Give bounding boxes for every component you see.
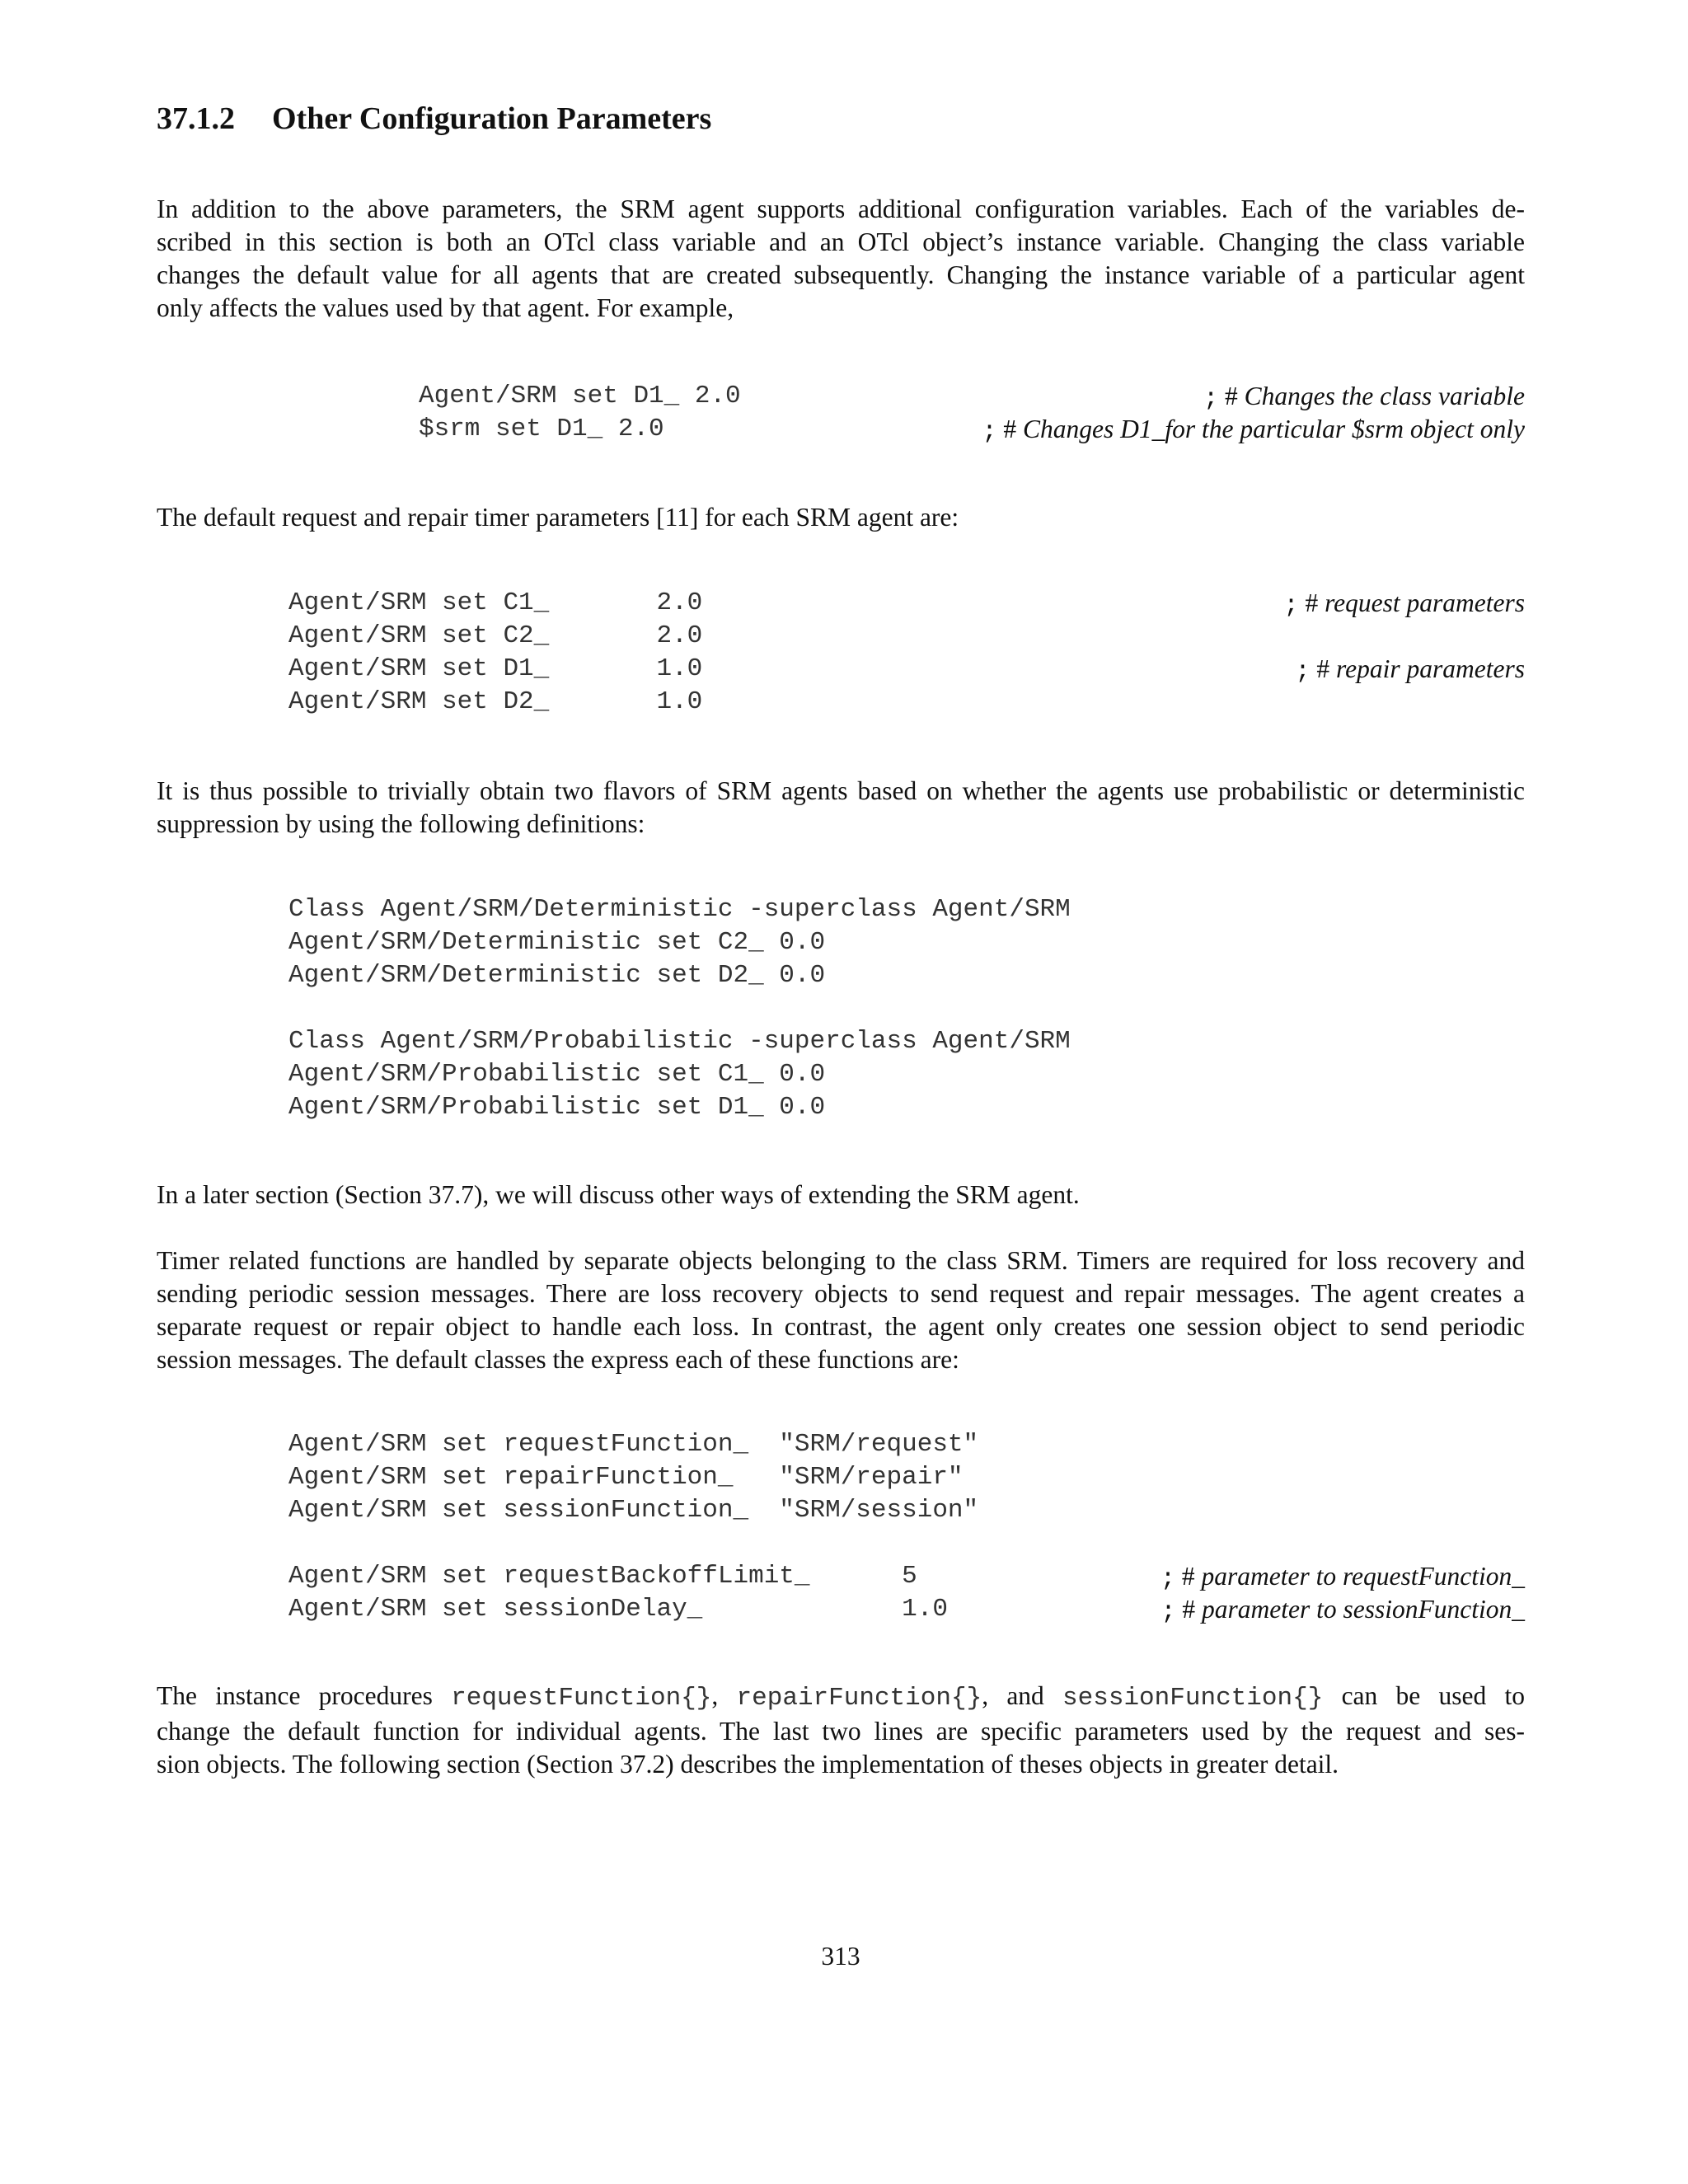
section-title: Other Configuration Parameters <box>272 101 712 136</box>
closing-line-1: The instance procedures requestFunction{}, repairFunction{}, and sessionFunction{} can be used to <box>157 1681 1526 1713</box>
closing-line-3: sion objects. The following section (Section 37.2) describes the implementation of theses objects in greater detail. <box>157 1750 1339 1779</box>
code-comment: ; # parameter to sessionFunction_ <box>1160 1595 1525 1626</box>
code-line: Agent/SRM set sessionDelay_ 1.0 <box>288 1595 948 1624</box>
inline-code: requestFunction{} <box>451 1684 712 1713</box>
code-line: Agent/SRM/Probabilistic set D1_ 0.0 <box>288 1093 826 1122</box>
intro-line-3: changes the default value for all agents that are created subsequently. Changing the instance variable of a particular agent <box>157 260 1525 289</box>
timer-intro-paragraph <box>157 501 1525 534</box>
code-line: Agent/SRM set D1_ 2.0 <box>419 382 741 410</box>
timer-intro-line: The default request and repair timer parameters [11] for each SRM agent are: <box>157 503 959 532</box>
flavors-line-2: suppression by using the following definitions: <box>157 809 645 838</box>
code-comment: ; # request parameters <box>1283 588 1525 620</box>
code-line: Agent/SRM set C2_ 2.0 <box>288 621 703 650</box>
code-line: Agent/SRM set requestBackoffLimit_ 5 <box>288 1562 917 1591</box>
section-number: 37.1.2 <box>157 101 235 136</box>
code-comment: ; # parameter to requestFunction_ <box>1160 1562 1525 1593</box>
later-section-paragraph <box>157 1179 1525 1212</box>
section-heading <box>157 101 711 137</box>
code-line: Agent/SRM set requestFunction_ "SRM/request" <box>288 1430 979 1459</box>
code-line: Class Agent/SRM/Deterministic -superclass Agent/SRM <box>288 895 1071 924</box>
intro-line-2: scribed in this section is both an OTcl class variable and an OTcl object’s instance variable. Changing the class variable <box>157 227 1525 256</box>
timer-functions-paragraph <box>157 1244 1525 1376</box>
timer-functions-line-1: Timer related functions are handled by separate objects belonging to the class SRM. Timers are required for loss recovery and <box>157 1246 1525 1275</box>
inline-code: repairFunction{} <box>736 1684 982 1713</box>
code-line: Agent/SRM/Deterministic set D2_ 0.0 <box>288 961 826 990</box>
code-line: Agent/SRM set C1_ 2.0 <box>288 588 703 617</box>
document-page <box>157 0 1525 2184</box>
intro-line-1: In addition to the above parameters, the SRM agent supports additional configuration variables. Each of the variables de- <box>157 194 1525 223</box>
code-line: Class Agent/SRM/Probabilistic -superclass Agent/SRM <box>288 1027 1071 1056</box>
later-section-line: In a later section (Section 37.7), we will discuss other ways of extending the SRM agent. <box>157 1180 1080 1209</box>
intro-line-4: only affects the values used by that agent. For example, <box>157 293 734 322</box>
flavors-line-1: It is thus possible to trivially obtain two flavors of SRM agents based on whether the agents use probabilistic or deterministic <box>157 776 1525 805</box>
code-comment: ; # repair parameters <box>1295 654 1525 686</box>
code-comment: ; # Changes D1_for the particular $srm object only <box>982 415 1525 446</box>
intro-paragraph <box>157 193 1525 325</box>
code-line: Agent/SRM set repairFunction_ "SRM/repair" <box>288 1463 964 1492</box>
closing-line-2: change the default function for individual agents. The last two lines are specific parameters used by the request and ses- <box>157 1717 1525 1746</box>
code-line: Agent/SRM set sessionFunction_ "SRM/session" <box>288 1496 979 1525</box>
timer-functions-line-2: sending periodic session messages. There are loss recovery objects to send request and repair messages. The agent creates a <box>157 1279 1525 1308</box>
code-line: Agent/SRM set D2_ 1.0 <box>288 687 703 716</box>
code-line: Agent/SRM/Probabilistic set C1_ 0.0 <box>288 1060 826 1089</box>
closing-paragraph <box>157 1680 1525 1781</box>
page-number: 313 <box>821 1942 860 1971</box>
code-comment: ; # Changes the class variable <box>1203 382 1525 413</box>
timer-functions-line-3: separate request or repair object to handle each loss. In contrast, the agent only creates one session object to send periodic <box>157 1312 1525 1341</box>
flavors-paragraph <box>157 775 1525 841</box>
inline-code: sessionFunction{} <box>1062 1684 1324 1713</box>
code-line: Agent/SRM/Deterministic set C2_ 0.0 <box>288 928 826 957</box>
code-line: Agent/SRM set D1_ 1.0 <box>288 654 703 683</box>
code-line: $srm set D1_ 2.0 <box>419 415 664 443</box>
timer-functions-line-4: session messages. The default classes the express each of these functions are: <box>157 1345 959 1374</box>
